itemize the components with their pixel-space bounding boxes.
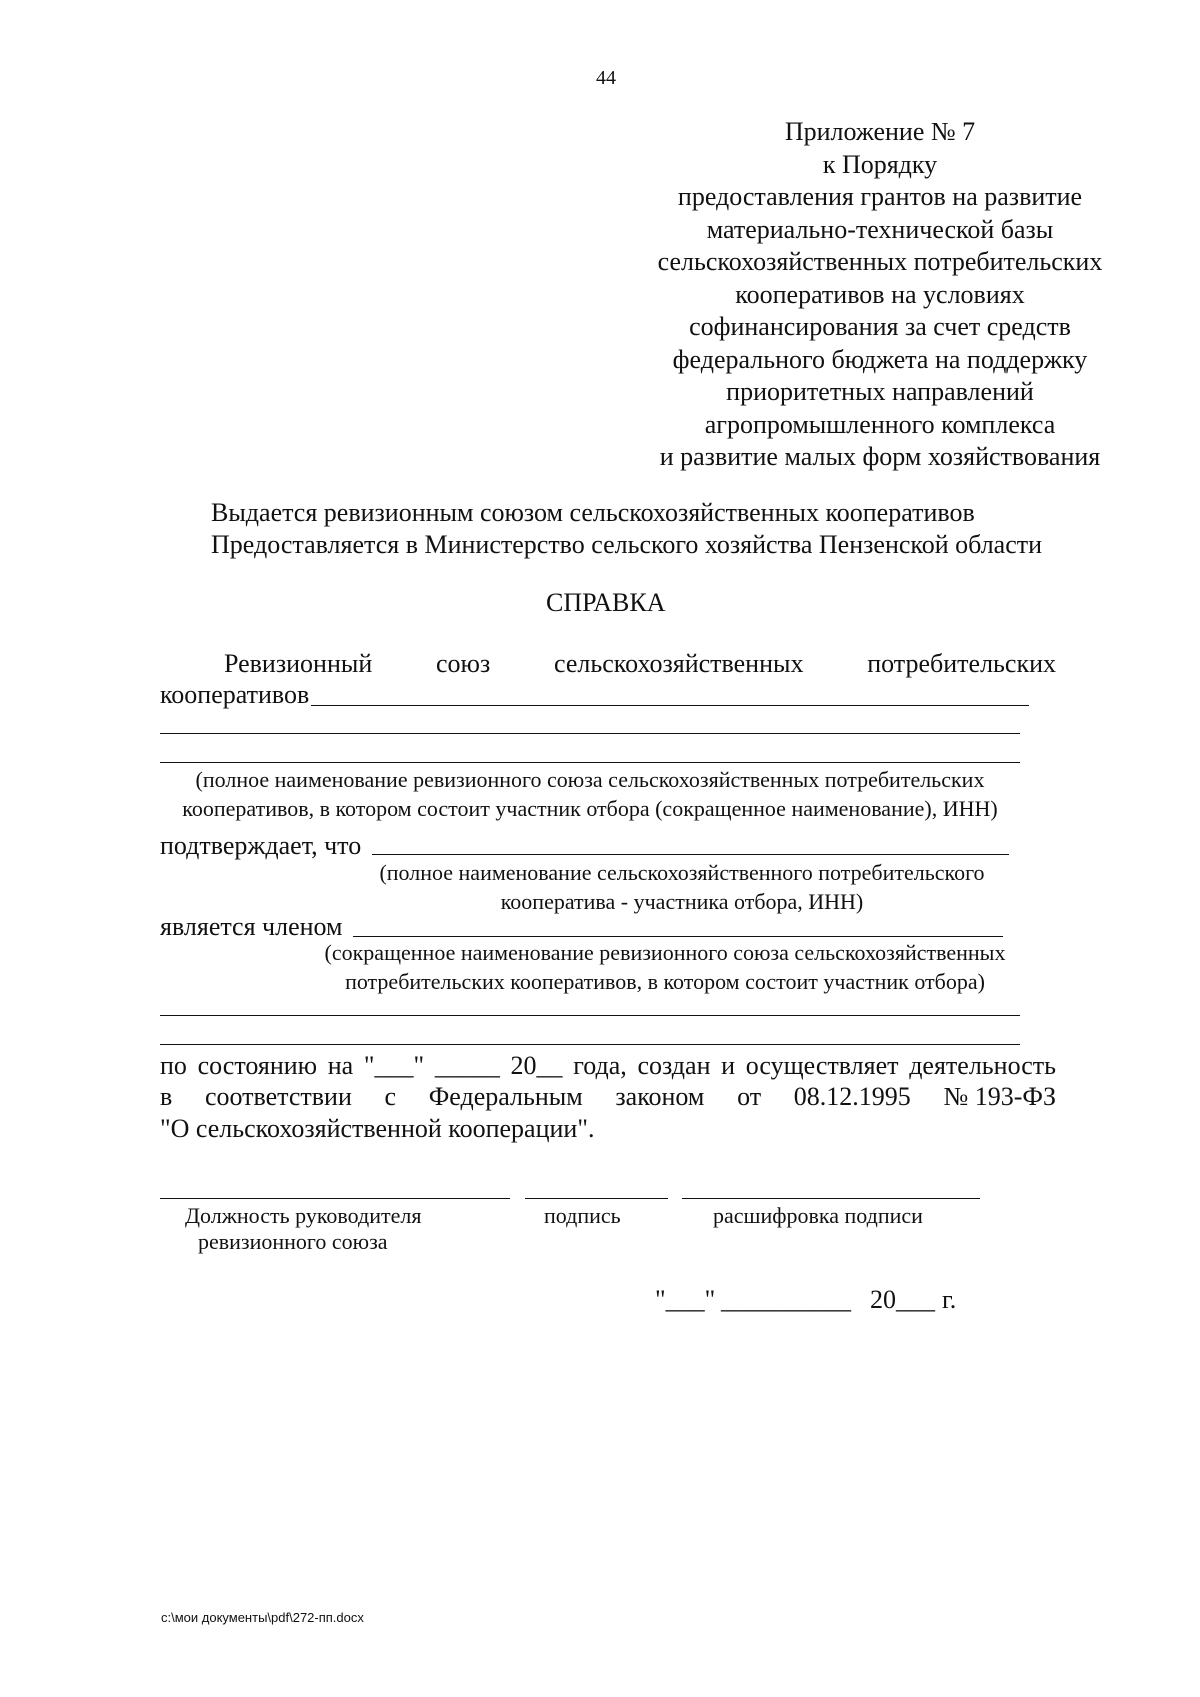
position-label-2: ревизионного союза [198,1229,388,1254]
position-label: Должность руководителя [185,1203,422,1228]
law-word: Федеральным [428,1082,583,1111]
state-line [160,1053,1056,1079]
cooperative-name-field[interactable] [372,854,1009,855]
date-year-field[interactable]: 20___ [870,1285,935,1314]
date-suffix: г. [942,1285,957,1314]
appendix-block [570,116,1190,474]
para1-word: сельскохозяйственных [554,649,804,678]
state-month-field[interactable]: _____ [434,1051,500,1080]
caption-union-full-name [160,765,1020,823]
para1-line [224,651,1056,677]
law-number: № 193-ФЗ [943,1082,1056,1111]
caption-line: кооператива - участника отбора, ИНН) [500,889,864,914]
appendix-line: к Порядку [822,149,938,179]
union-name-field-line[interactable] [160,733,1020,734]
appendix-line: агропромышленного комплекса [704,409,1056,439]
appendix-line: материально-технической базы [706,214,1054,244]
signature-field[interactable] [525,1198,668,1199]
appendix-line: и развитие малых форм хозяйствования [659,442,1101,471]
caption-line: потребительских кооперативов, в котором состоит участник отбора) [345,969,985,994]
issued-by-line: Выдается ревизионным союзом сельскохозяйственных кооперативов [211,498,975,527]
appendix-line: федерального бюджета на поддержку [672,344,1088,374]
state-word: создан [637,1051,711,1080]
union-name-field-line[interactable] [160,762,1020,763]
law-word: с [384,1082,397,1111]
decoding-field[interactable] [682,1198,980,1199]
member-union-field[interactable] [353,936,1003,937]
appendix-line: приоритетных направлений [726,377,1034,406]
extra-field-line[interactable] [160,1044,1020,1045]
appendix-line: кооперативов на условиях [735,279,1025,309]
state-word: и [721,1051,736,1080]
page-number: 44 [596,67,616,89]
law-date: 08.12.1995 [793,1082,911,1111]
state-word: на [327,1051,354,1080]
law-word: соответствии [204,1082,352,1111]
para1-word: потребительских [867,649,1056,678]
law-word: в [160,1082,173,1111]
date-day-field[interactable]: "___" [655,1285,716,1314]
decoding-label: расшифровка подписи [713,1203,923,1228]
position-field[interactable] [160,1198,510,1199]
appendix-line: сельскохозяйственных потребительских [657,247,1103,276]
para1-word: Ревизионный [224,649,373,678]
date-month-field[interactable]: __________ [721,1285,851,1314]
law-line [160,1084,1056,1110]
law-word: законом [615,1082,705,1111]
state-word: осуществляет [745,1051,899,1080]
caption-line: (полное наименование сельскохозяйственного потребительского [379,860,985,885]
state-word: по [160,1051,187,1080]
state-word: деятельность [909,1051,1056,1080]
document-title: СПРАВКА [546,588,666,617]
caption-line: (сокращенное наименование ревизионного союза сельскохозяйственных [324,940,1006,965]
caption-cooperative-name [352,858,1012,916]
union-name-field[interactable] [311,705,1029,706]
law-word: от [737,1082,762,1111]
caption-line: (полное наименование ревизионного союза сельскохозяйственных потребительских [195,767,985,792]
state-day-field[interactable]: "___" [363,1051,425,1080]
appendix-line: софинансирования за счет средств [689,312,1071,341]
appendix-line: предоставления грантов на развитие [677,182,1083,211]
provided-to-line: Предоставляется в Министерство сельского хозяйства Пензенской области [211,530,1043,559]
state-year-field[interactable]: 20__ [510,1051,563,1080]
state-word: года, [573,1051,627,1080]
file-path-footer: c:\мои документы\pdf\272-пп.docx [161,1610,364,1625]
state-word: состоянию [197,1051,318,1080]
para1-line2: кооперативов [160,680,310,709]
confirms-label: подтверждает, что [160,831,362,860]
caption-union-short-name [300,938,1030,996]
appendix-line: Приложение № 7 [784,117,976,146]
is-member-label: является членом [160,912,343,941]
para1-word: союз [436,649,491,678]
caption-line: кооперативов, в котором состоит участник отбора (сокращенное наименование), ИНН) [182,796,998,821]
extra-field-line[interactable] [160,1015,1020,1016]
signature-label: подпись [544,1203,621,1228]
law-name: "О сельскохозяйственной кооперации". [160,1114,595,1143]
